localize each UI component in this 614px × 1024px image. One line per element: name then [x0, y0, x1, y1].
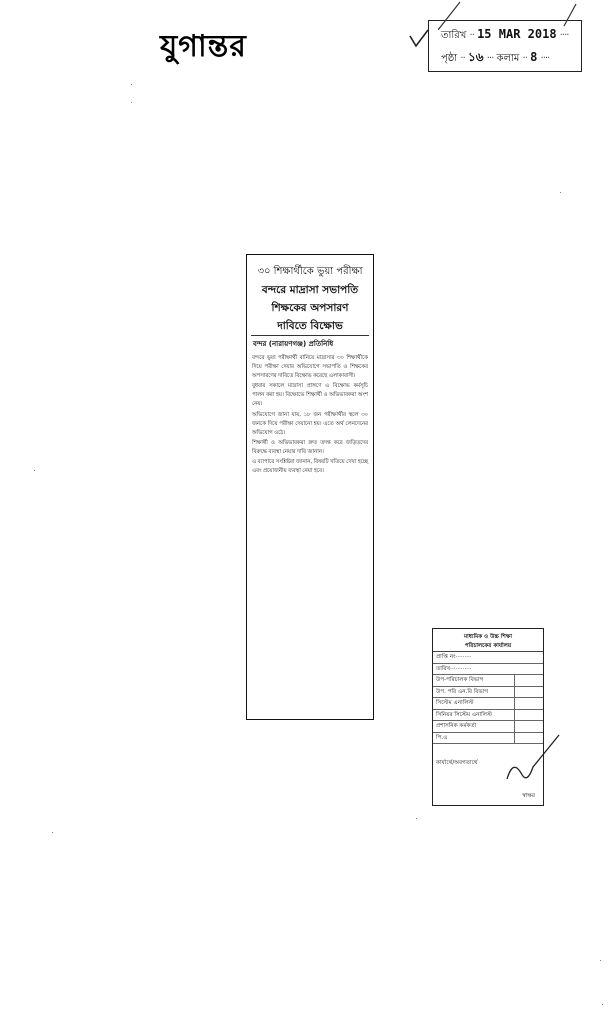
newspaper-masthead: যুগান্তর — [160, 29, 247, 64]
page-label: পৃষ্ঠা — [441, 53, 458, 64]
form-row-label: প্রশাসনিক কর্মকর্তা — [436, 723, 477, 729]
form-row-label: উপ. পরি এন.বি বিভাগ — [436, 688, 488, 695]
column-label: কলাম — [496, 53, 520, 64]
scan-speck — [131, 102, 132, 103]
article-paragraph: এ ব্যাপারে সংশ্লিষ্টরা জানান, বিষয়টি খতিয়ে দেখা হচ্ছে এবং প্রয়োজনীয় ব্যবস্থা নেয়া হবে। — [252, 459, 368, 475]
form-row-label: সিনিয়র সিস্টেম এনালিস্ট — [436, 711, 492, 718]
date-row: তারিখ ·· 15 MAR 2018 ···· — [441, 27, 569, 41]
form-row — [433, 675, 543, 687]
date-value: 15 MAR 2018 — [477, 27, 557, 41]
handwritten-check-icon — [408, 28, 430, 50]
scan-speck — [602, 1004, 603, 1005]
form-row — [433, 698, 543, 710]
article-headline — [251, 255, 369, 336]
form-footer: স্বাক্ষর — [522, 793, 535, 799]
scan-speck — [600, 960, 601, 961]
form-row-label: প্রাপ্তি নং — [436, 654, 456, 660]
column-value: 8 — [530, 50, 538, 64]
form-bottom-label: কার্যার্থে/অবগতার্থে — [436, 760, 478, 766]
form-row — [433, 710, 543, 722]
form-heading — [433, 629, 543, 652]
article-body — [252, 354, 368, 476]
article-paragraph: অভিযোগে জানা যায়, ১৮ জন পরীক্ষার্থীর স্থলে ৩০ জনকে দিয়ে পরীক্ষা দেয়ানো হয়। এতে অর্থ লেনদেনের অভিযোগ ওঠে। — [252, 411, 368, 436]
form-row — [433, 687, 543, 699]
page-column-row: পৃষ্ঠা ·· ১৬ ··· কলাম ·· 8 ···· — [441, 50, 550, 64]
scan-speck — [560, 192, 561, 193]
headline-line-1: ৩০ শিক্ষার্থীকে ভুয়া পরীক্ষা — [257, 266, 363, 277]
form-row: তারিখ············ — [433, 664, 543, 676]
scan-speck — [131, 84, 132, 85]
article-paragraph: বন্দরে ভুয়া পরীক্ষার্থী বানিয়ে মাদ্রাসার ৩০ শিক্ষার্থীকে দিয়ে পরীক্ষা দেয়ার অভিযোগে সভাপতি ও শিক্ষকের অপসারণের দাবিতে বিক্ষোভ করেছে এলাকাবাসী। — [252, 355, 368, 380]
scan-speck — [416, 818, 417, 819]
form-heading-line-2: পরিচালকের কার্যালয় — [464, 643, 512, 649]
form-row-label: পি.এ — [436, 734, 448, 741]
article-paragraph: শিক্ষার্থী ও অভিভাবকরা দ্রুত তদন্ত করে জড়িতদের বিরুদ্ধে ব্যবস্থা নেয়ার দাবি জানান। — [252, 439, 368, 455]
scan-speck — [34, 470, 35, 471]
article-byline: বন্দর (নারায়ণগঞ্জ) প্রতিনিধি — [253, 340, 334, 348]
date-label: তারিখ — [441, 30, 467, 41]
handwritten-signature-icon — [503, 729, 563, 789]
headline-line-3: শিক্ষকের অপসারণ — [271, 302, 349, 314]
form-row-label: উপ-পরিচালক বিভাগ — [436, 677, 484, 683]
headline-line-4: দাবিতে বিক্ষোভ — [277, 320, 343, 332]
news-clipping — [246, 254, 374, 720]
form-row: প্রাপ্তি নং········· — [433, 652, 543, 664]
handwritten-stroke-icon — [438, 0, 578, 30]
scan-speck — [52, 832, 53, 833]
page-value: ১৬ — [467, 50, 484, 64]
form-row-label: তারিখ — [436, 665, 451, 672]
headline-line-2: বন্দরে মাদ্রাসা সভাপতি — [261, 284, 359, 296]
form-heading-line-1: মাধ্যমিক ও উচ্চ শিক্ষা — [464, 634, 512, 640]
article-paragraph: বুধবার সকালে মাদ্রাসা প্রাঙ্গণে এ বিক্ষোভ কর্মসূচি পালন করা হয়। বিক্ষোভে শিক্ষার্থী ও অভিভাবকরা অংশ নেয়। — [252, 383, 368, 408]
routing-form — [432, 628, 544, 806]
form-row-label: সিস্টেম এনালিস্ট — [436, 700, 474, 706]
